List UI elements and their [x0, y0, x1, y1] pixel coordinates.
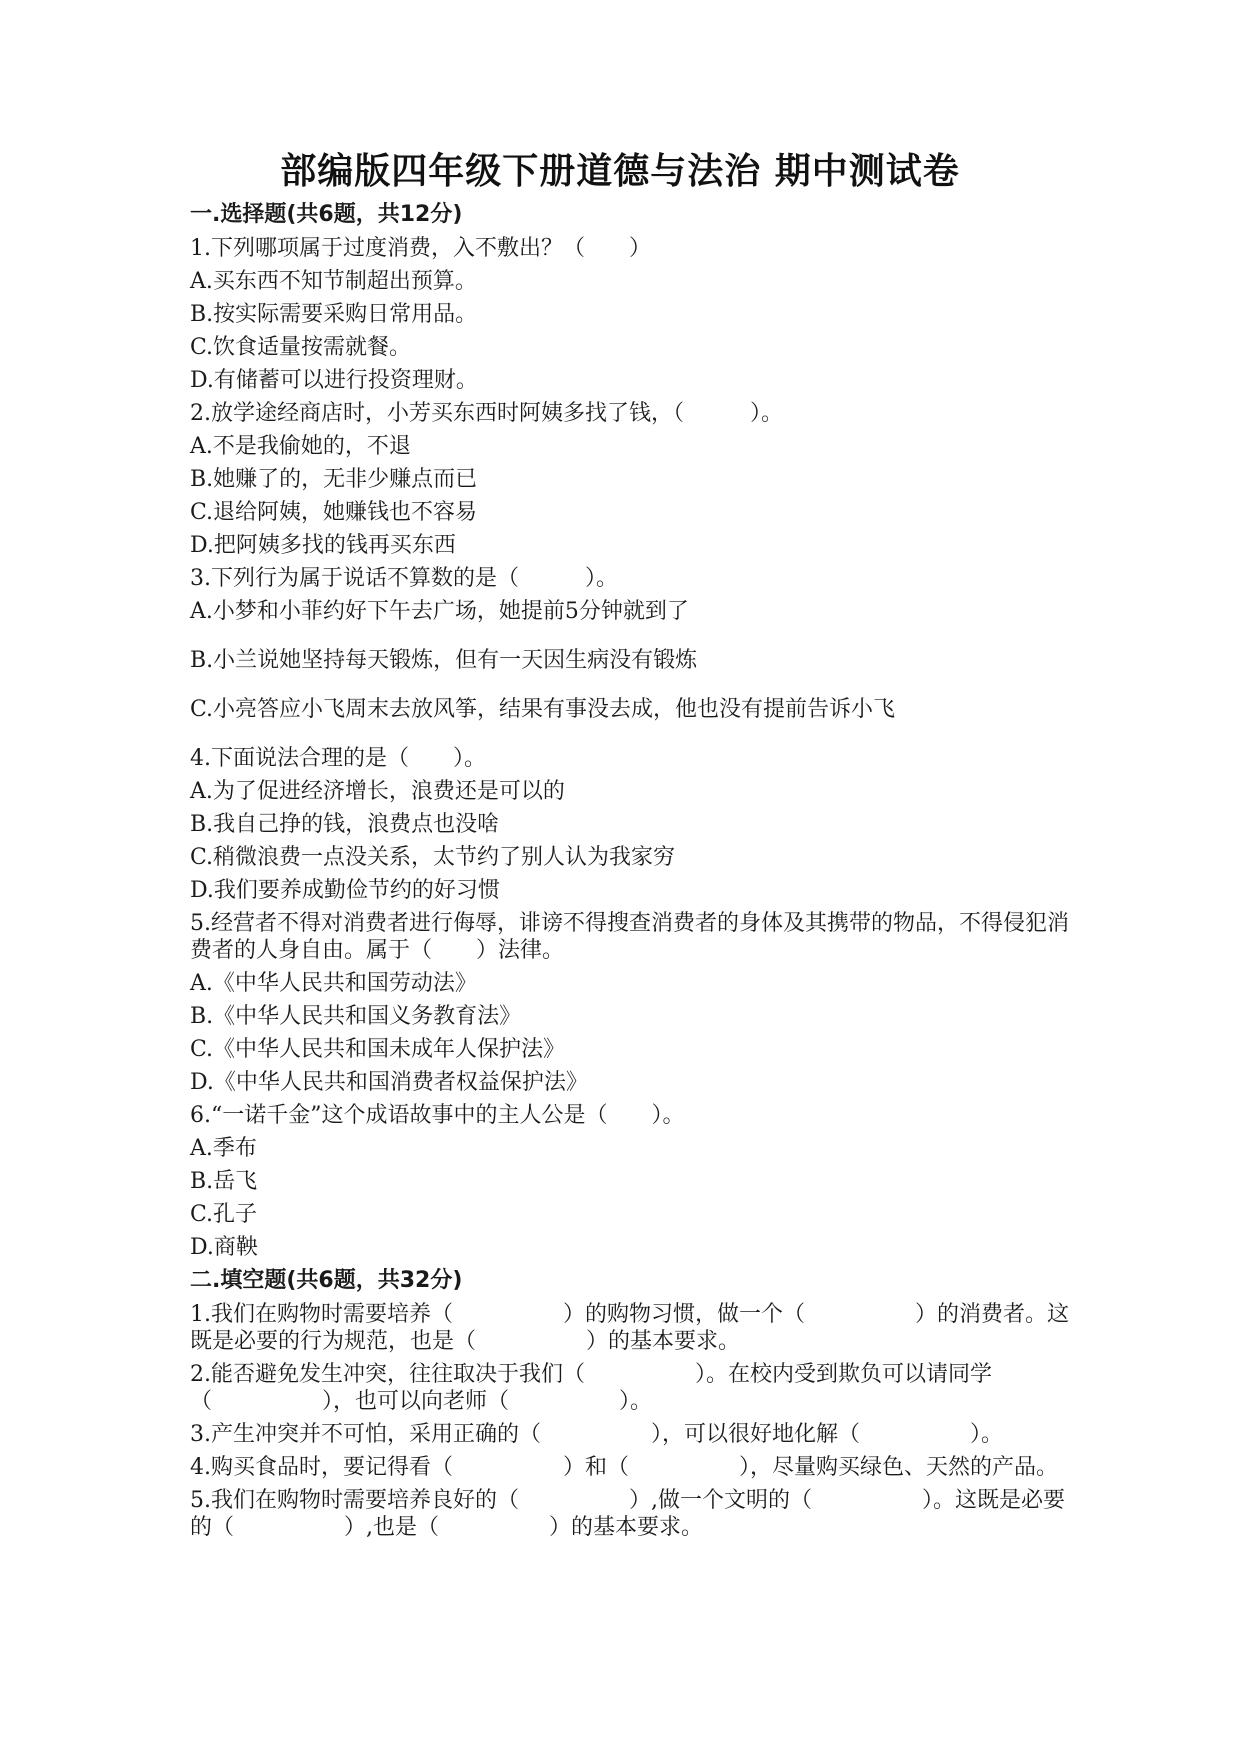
question-3-stem: 3.下列行为属于说话不算数的是（ ）。: [190, 566, 618, 591]
question-6-option-b: B.岳飞: [190, 1169, 258, 1194]
question-5-stem: 5.经营者不得对消费者进行侮辱，诽谤不得搜查消费者的身体及其携带的物品，不得侵犯消费者的人身自由。属于（ ）法律。: [190, 911, 1069, 963]
page-title: 部编版四年级下册道德与法治 期中测试卷: [280, 151, 960, 192]
question-6-stem: 6.“一诺千金”这个成语故事中的主人公是（ ）。: [190, 1103, 685, 1128]
question-2-option-a: A.不是我偷她的，不退: [190, 434, 411, 459]
spacer: [190, 726, 1070, 742]
fill-question-2: 2.能否避免发生冲突，往往取决于我们（ ）。在校内受到欺负可以请同学（ ），也可以向老师（ ）。: [190, 1362, 992, 1414]
section-heading-choice: 一.选择题(共6题，共12分): [190, 202, 463, 227]
question-1-option-b: B.按实际需要采购日常用品。: [190, 302, 478, 327]
question-5-option-b: B.《中华人民共和国义务教育法》: [190, 1004, 522, 1029]
question-2-stem: 2.放学途经商店时，小芳买东西时阿姨多找了钱，（ ）。: [190, 401, 783, 426]
question-2-option-d: D.把阿姨多找的钱再买东西: [190, 533, 456, 558]
question-3-option-c: C.小亮答应小飞周末去放风筝，结果有事没去成，他也没有提前告诉小飞: [190, 697, 896, 722]
question-3-option-a: A.小梦和小菲约好下午去广场，她提前5分钟就到了: [190, 599, 689, 624]
question-5-option-a: A.《中华人民共和国劳动法》: [190, 971, 477, 996]
question-3-option-b: B.小兰说她坚持每天锻炼，但有一天因生病没有锻炼: [190, 648, 698, 673]
question-4-option-c: C.稍微浪费一点没关系，太节约了别人认为我家穷: [190, 845, 676, 870]
question-4-option-a: A.为了促进经济增长，浪费还是可以的: [190, 779, 565, 804]
question-1-option-c: C.饮食适量按需就餐。: [190, 335, 412, 360]
question-5-option-d: D.《中华人民共和国消费者权益保护法》: [190, 1070, 588, 1095]
question-4-option-b: B.我自己挣的钱，浪费点也没啥: [190, 812, 500, 837]
question-6-option-d: D.商鞅: [190, 1235, 258, 1260]
question-2-option-c: C.退给阿姨，她赚钱也不容易: [190, 500, 478, 525]
fill-question-4: 4.购买食品时，要记得看（ ）和（ ），尽量购买绿色、天然的产品。: [190, 1455, 1058, 1480]
fill-question-1: 1.我们在购物时需要培养（ ）的购物习惯，做一个（ ）的消费者。这既是必要的行为规范，也是（ ）的基本要求。: [190, 1302, 1069, 1354]
question-1-option-a: A.买东西不知节制超出预算。: [190, 269, 477, 294]
question-4-option-d: D.我们要养成勤俭节约的好习惯: [190, 878, 500, 903]
question-2-option-b: B.她赚了的，无非少赚点而已: [190, 467, 478, 492]
fill-question-5: 5.我们在购物时需要培养良好的（ ）,做一个文明的（ ）。这既是必要的（ ）,也是（ ）的基本要求。: [190, 1488, 1065, 1540]
question-4-stem: 4.下面说法合理的是（ ）。: [190, 746, 486, 771]
question-6-option-c: C.孔子: [190, 1202, 258, 1227]
exam-content: [190, 198, 1070, 1544]
spacer: [190, 677, 1070, 693]
question-6-option-a: A.季布: [190, 1136, 257, 1161]
section-heading-fill-blank: 二.填空题(共6题，共32分): [190, 1268, 463, 1293]
question-5-option-c: C.《中华人民共和国未成年人保护法》: [190, 1037, 566, 1062]
question-1-stem: 1.下列哪项属于过度消费，入不敷出？（ ）: [190, 236, 651, 261]
fill-question-3: 3.产生冲突并不可怕，采用正确的（ ），可以很好地化解（ ）。: [190, 1422, 1003, 1447]
question-1-option-d: D.有储蓄可以进行投资理财。: [190, 368, 478, 393]
spacer: [190, 628, 1070, 644]
